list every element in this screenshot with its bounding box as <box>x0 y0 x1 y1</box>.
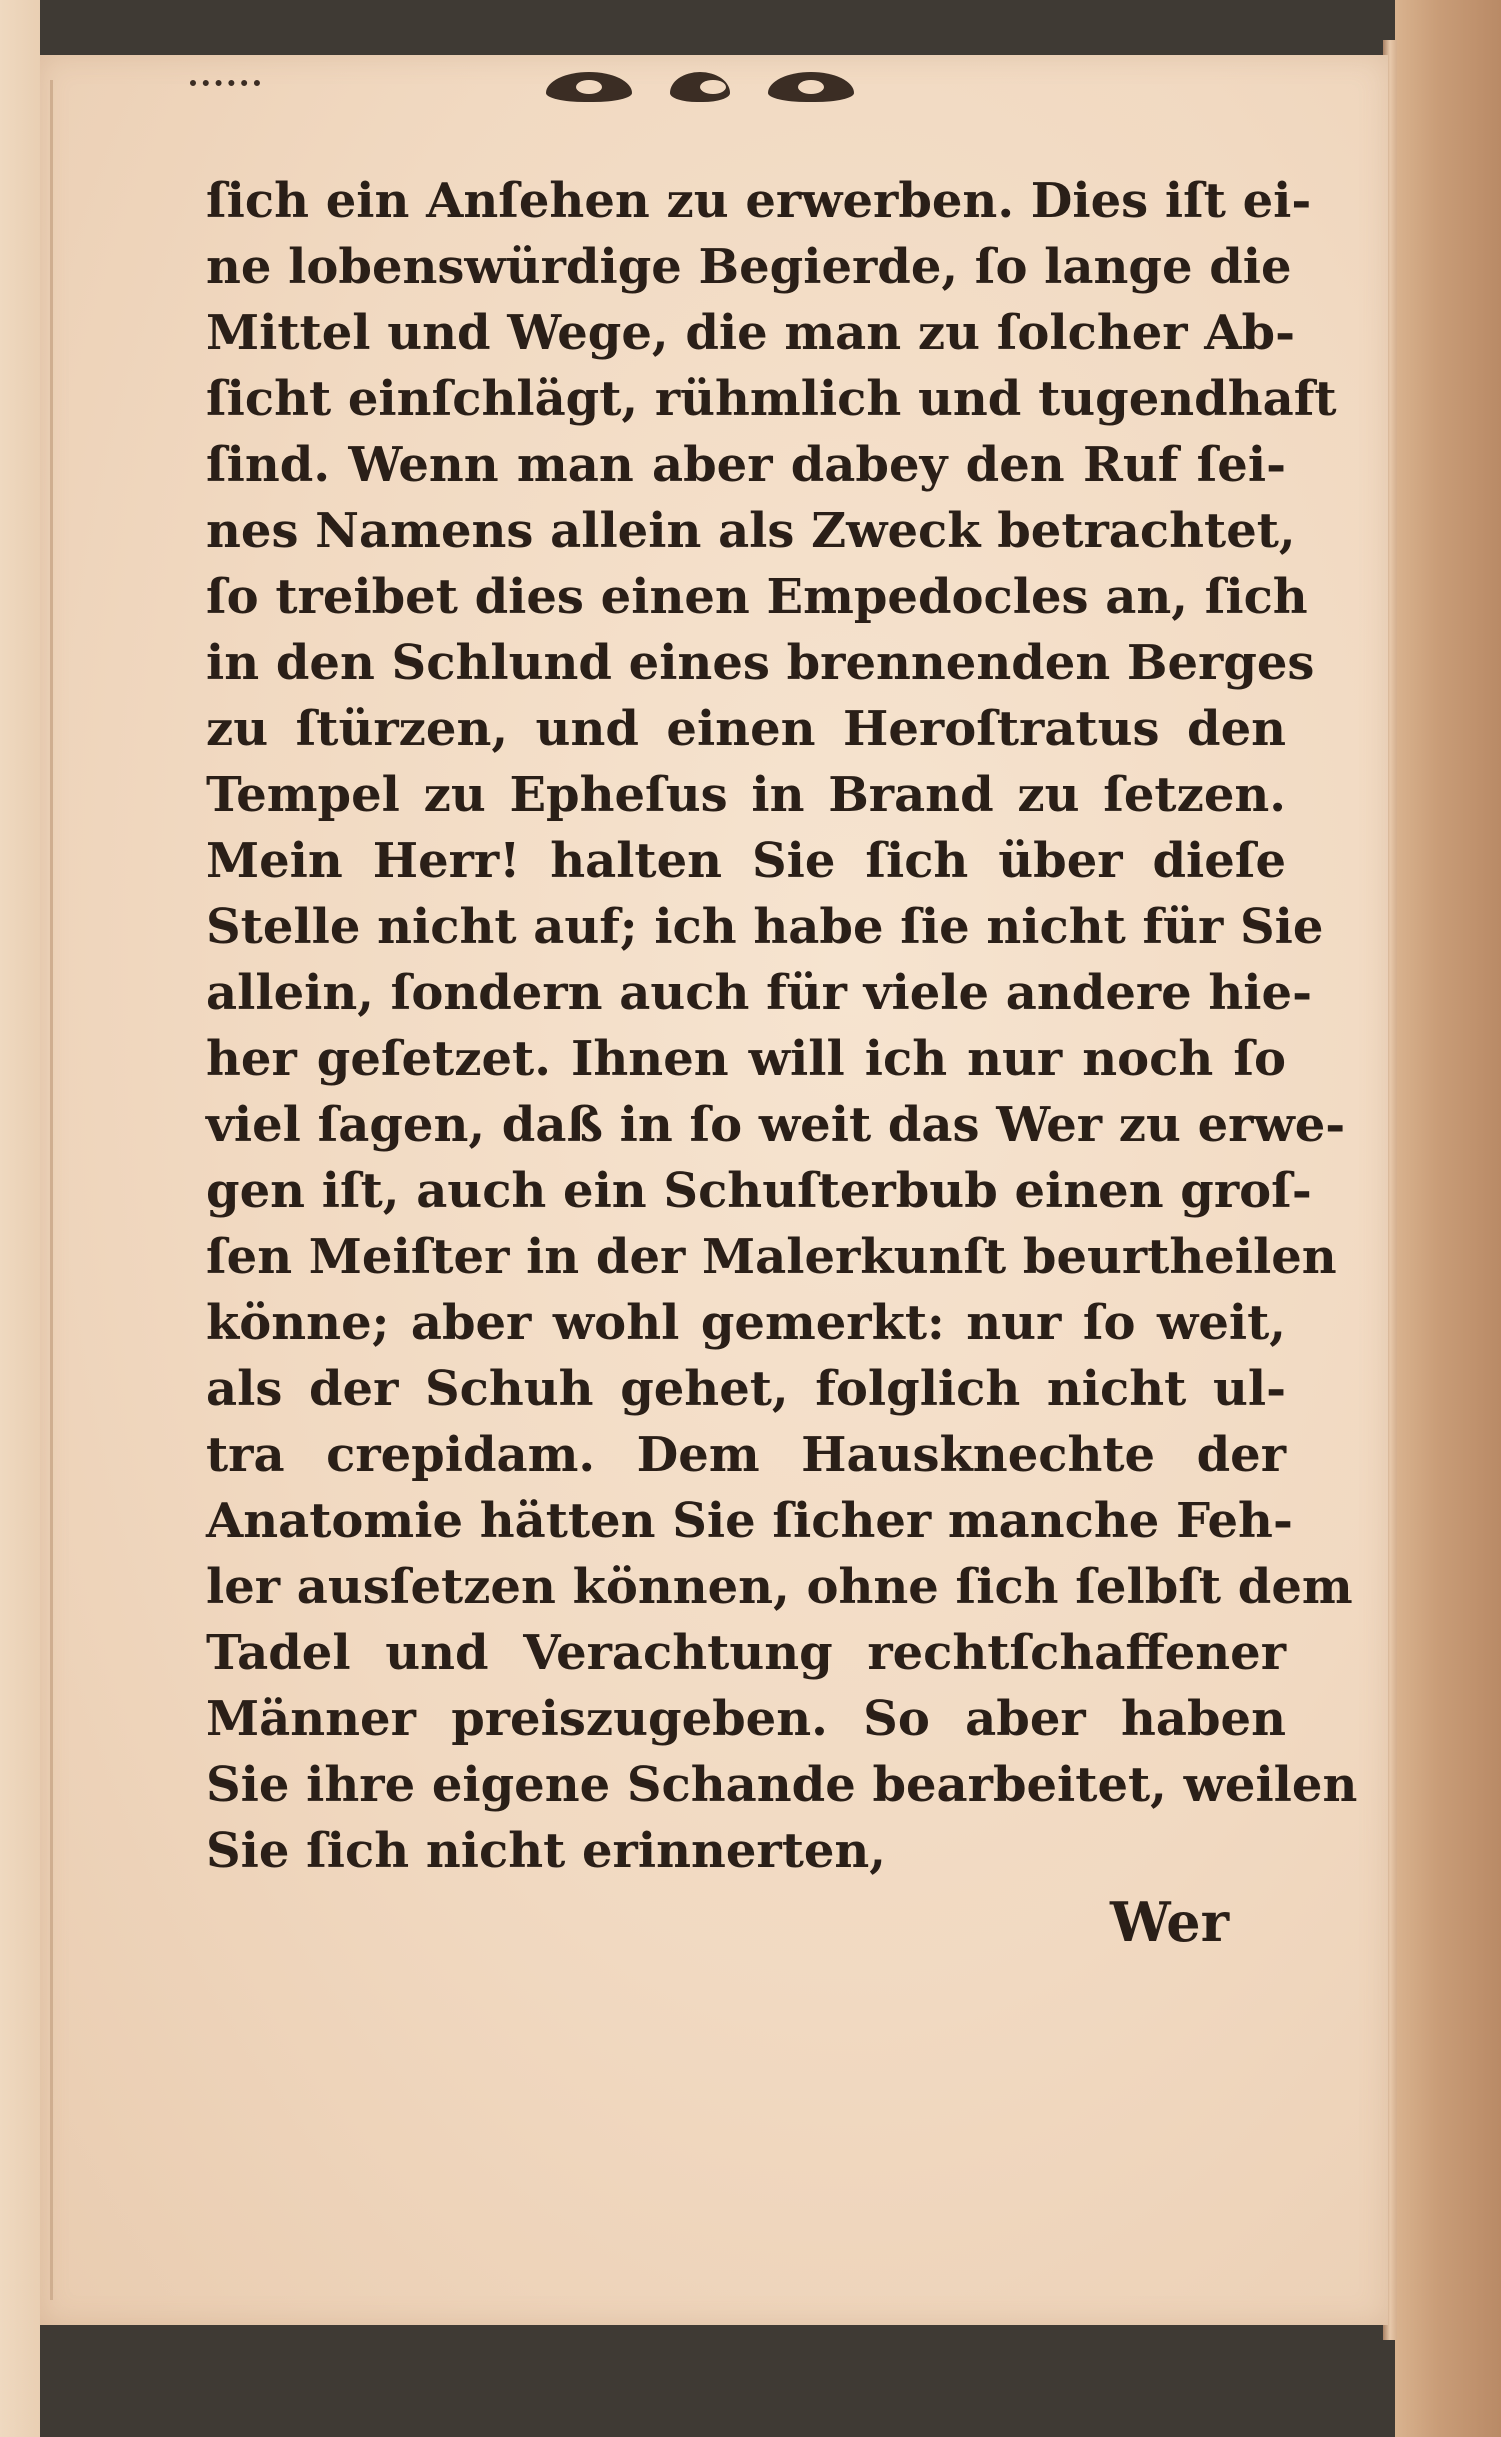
text-line: ler ausſetzen können, ohne ſich ſelbſt dem <box>206 1559 1353 1615</box>
text-line: ſind. Wenn man aber dabey den Ruf ſei- <box>206 437 1286 493</box>
page-edge <box>50 80 53 2300</box>
catchword: Wer <box>1110 1890 1230 1954</box>
text-line: ſich ein Anſehen zu erwerben. Dies iſt ei- <box>206 173 1312 229</box>
text-line: allein, ſondern auch für viele andere hie- <box>206 965 1312 1021</box>
ornament-right <box>768 72 854 102</box>
left-board <box>0 0 40 2437</box>
text-line: zu ſtürzen, und einen Heroſtratus den <box>206 701 1286 757</box>
ornament-left <box>546 72 632 102</box>
text-line: viel ſagen, daß in ſo weit das Wer zu erwe- <box>206 1097 1346 1153</box>
header-dots <box>190 80 260 98</box>
text-line: Mein Herr! halten Sie ſich über dieſe <box>206 833 1286 889</box>
text-line: ſen Meiſter in der Malerkunſt beurtheilen <box>206 1229 1337 1285</box>
text-line: Sie ſich nicht erinnerten, <box>206 1823 887 1879</box>
text-line: Sie ihre eigene Schande bearbeitet, weilen <box>206 1757 1358 1813</box>
ornament-center <box>670 72 730 102</box>
text-line: Stelle nicht auf; ich habe ſie nicht für Sie <box>206 899 1324 955</box>
right-board <box>1395 0 1501 2437</box>
text-line: ne lobenswürdige Begierde, ſo lange die <box>206 239 1292 295</box>
text-line: her geſetzet. Ihnen will ich nur noch ſo <box>206 1031 1286 1087</box>
text-line: Mittel und Wege, die man zu ſolcher Ab- <box>206 305 1296 361</box>
text-line: nes Namens allein als Zweck betrachtet, <box>206 503 1296 559</box>
text-line: könne; aber wohl gemerkt: nur ſo weit, <box>206 1295 1286 1351</box>
text-line: Tadel und Verachtung rechtſchaffener <box>206 1625 1286 1681</box>
text-line: ſo treibet dies einen Empedocles an, ſich <box>206 569 1308 625</box>
text-line: als der Schuh gehet, folglich nicht ul- <box>206 1361 1286 1417</box>
text-line: Tempel zu Epheſus in Brand zu ſetzen. <box>206 767 1286 823</box>
text-line: gen iſt, auch ein Schuſterbub einen groſ- <box>206 1163 1312 1219</box>
body-text <box>206 168 1358 1884</box>
text-line: ſicht einſchlägt, rühmlich und tugendhaft <box>206 371 1337 427</box>
header-ornament <box>520 62 880 112</box>
text-line: Männer preiszugeben. So aber haben <box>206 1691 1286 1747</box>
text-line: in den Schlund eines brennenden Berges <box>206 635 1315 691</box>
text-line: tra crepidam. Dem Hausknechte der <box>206 1427 1286 1483</box>
text-line: Anatomie hätten Sie ſicher manche Feh- <box>206 1493 1293 1549</box>
